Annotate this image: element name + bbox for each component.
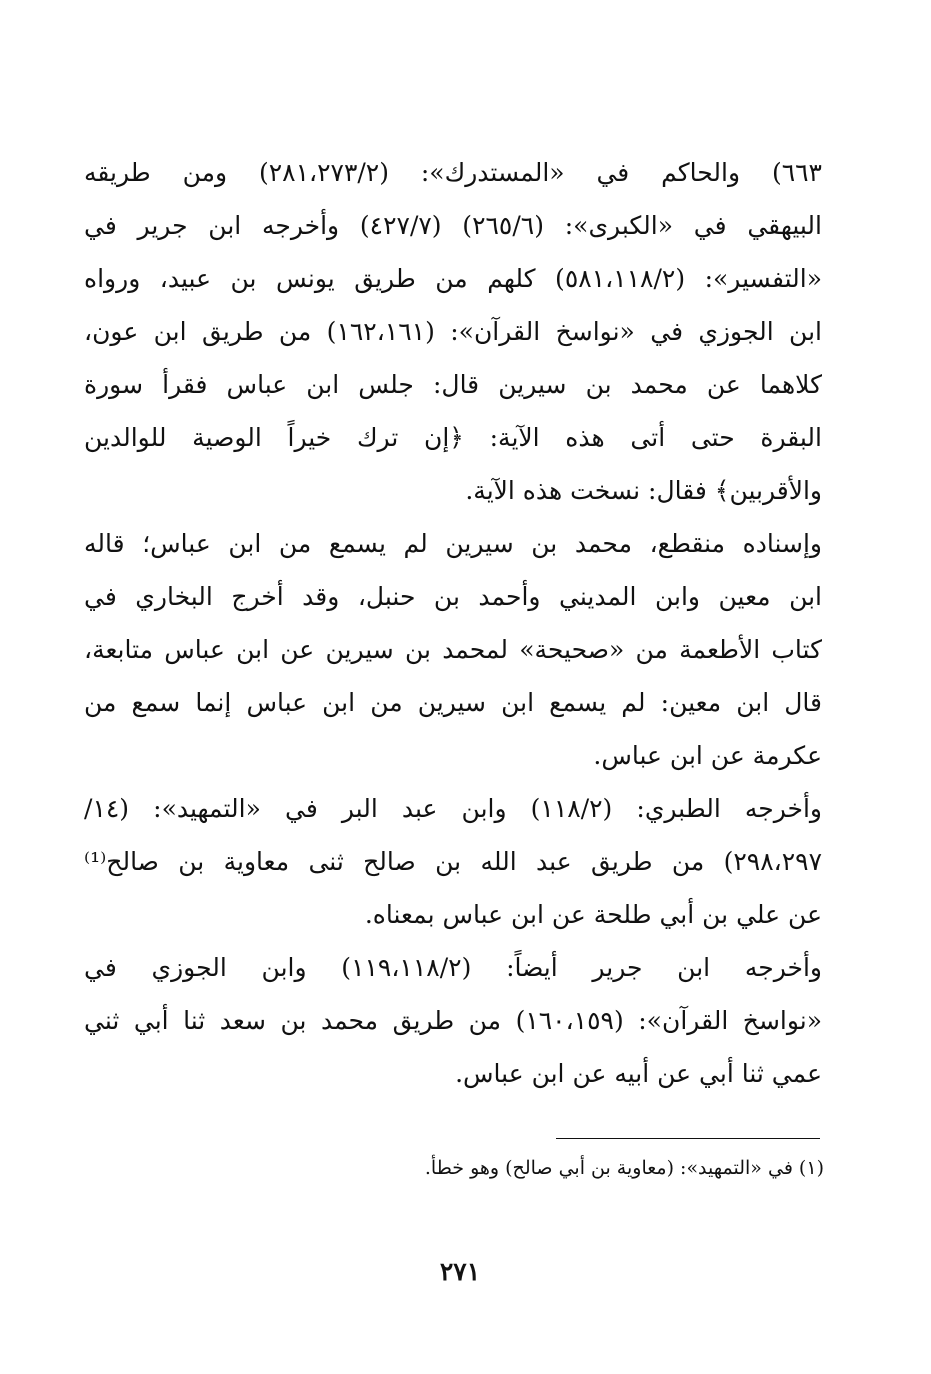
text-line: كتاب الأطعمة من «صحيحة» لمحمد بن سيرين عن ابن عباس متابعة، (84, 635, 822, 664)
text-line: البيهقي في «الكبرى»: (٢٦٥/٦) (٤٢٧/٧) وأخرجه ابن جرير في (84, 211, 822, 240)
text-line: عمي ثنا أبي عن أبيه عن ابن عباس. (455, 1059, 822, 1088)
text-line: وأخرجه الطبري: (١١٨/٢) وابن عبد البر في «التمهيد»: (١٤/ (84, 794, 822, 823)
text-line: ابن الجوزي في «نواسخ القرآن»: (١٦٢،١٦١) من طريق ابن عون، (84, 317, 822, 346)
page-number: ٢٧١ (439, 1257, 481, 1286)
text-line: البقرة حتى أتى هذه الآية: ﴿إن ترك خيراً الوصية للوالدين (84, 423, 822, 452)
text-line: عكرمة عن ابن عباس. (593, 741, 822, 770)
text-line: «التفسير»: (٥٨١،١١٨/٢) كلهم من طريق يونس بن عبيد، ورواه (84, 264, 822, 293)
text-line: «نواسخ القرآن»: (١٦٠،١٥٩) من طريق محمد بن سعد ثنا أبي ثني (84, 1006, 822, 1035)
text-line: عن علي بن أبي طلحة عن ابن عباس بمعناه. (364, 900, 822, 929)
text-line: كلاهما عن محمد بن سيرين قال: جلس ابن عباس فقرأ سورة (84, 370, 822, 399)
text-line: ابن معين وابن المديني وأحمد بن حنبل، وقد أخرج البخاري في (84, 582, 822, 611)
text-line: ٢٩٨،٢٩٧) من طريق عبد الله بن صالح ثنى معاوية بن صالح⁽¹⁾ (84, 847, 822, 876)
text-line: والأقربين﴾ فقال: نسخت هذه الآية. (465, 476, 822, 505)
footnote-divider (556, 1138, 820, 1139)
text-line: ٦٦٣) والحاكم في «المستدرك»: (٢٨١،٢٧٣/٢) ومن طريقه (84, 158, 822, 187)
text-line: وإسناده منقطع، محمد بن سيرين لم يسمع من ابن عباس؛ قاله (84, 529, 822, 558)
text-line: قال ابن معين: لم يسمع ابن سيرين من ابن عباس إنما سمع من (84, 688, 822, 717)
main-text (84, 146, 822, 1100)
footnote: (١) في «التمهيد»: (معاوية بن أبي صالح) وهو خطأ. (424, 1157, 824, 1179)
text-line: وأخرجه ابن جرير أيضاً: (١١٩،١١٨/٢) وابن الجوزي في (84, 953, 822, 982)
